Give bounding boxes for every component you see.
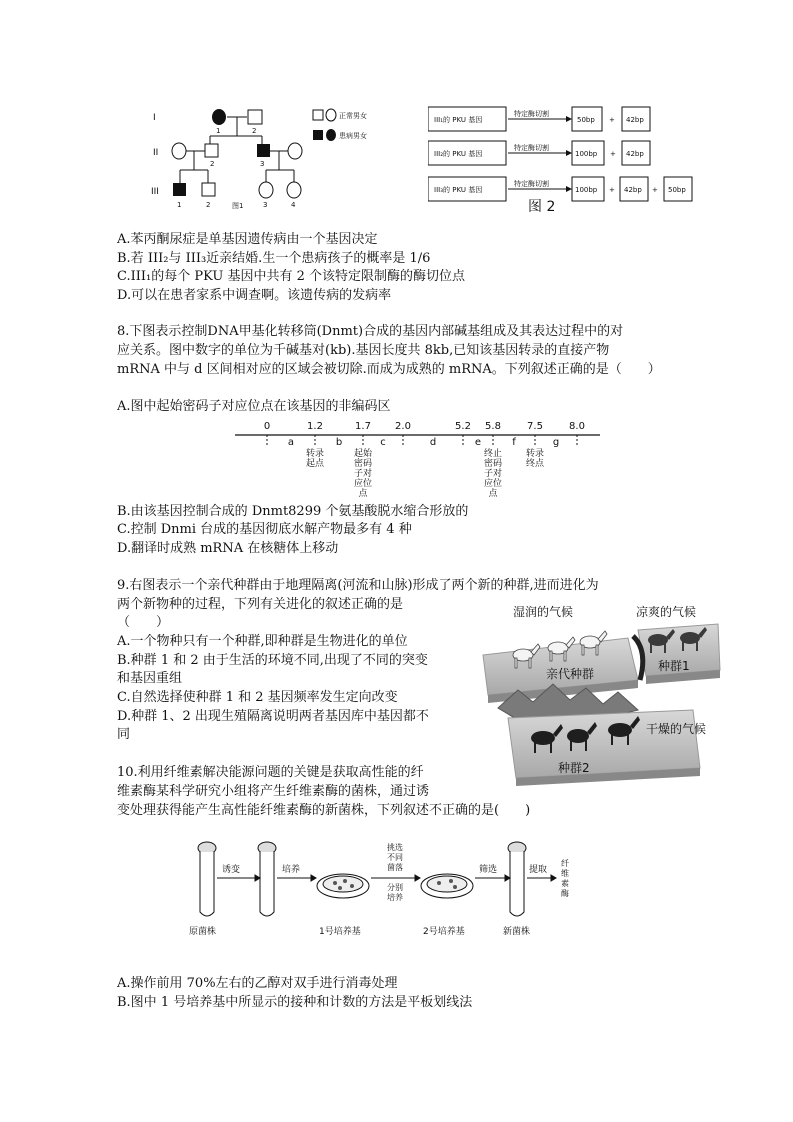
step-select-2: 不同 [387, 853, 403, 862]
gene-map-tick-label: 1.2 [307, 421, 323, 432]
pedigree-III4-normal-female [287, 182, 301, 198]
legend-normal-male [313, 110, 323, 120]
label-medium1: 1号培养基 [319, 927, 361, 937]
q8-option-d: D.翻译时成熟 mRNA 在核糖体上移动 [117, 541, 339, 556]
step-mutagen: 诱变 [222, 865, 241, 875]
generation-III-label: III [151, 187, 159, 197]
gene-map-site-label: 转录 [305, 449, 325, 459]
label-population1: 种群1 [658, 659, 690, 673]
pedigree-II2-normal-male [205, 144, 218, 157]
legend-affected-female [326, 129, 336, 141]
mutated-strain-tube-icon [260, 852, 274, 916]
row3-frag2: 42bp [624, 186, 642, 194]
q7-option-b: B.若 III₂与 III₃近亲结婚.生一个患病孩子的概率是 1/6 [117, 251, 431, 266]
num-III1: 1 [177, 201, 182, 209]
num-III2: 2 [206, 201, 211, 209]
gene-map-site-label: 终点 [525, 459, 545, 469]
pedigree-I1-affected-female [212, 109, 226, 125]
pedigree-II4-normal-female [288, 143, 302, 159]
row3-plus2: + [652, 186, 658, 194]
step-screen: 筛选 [479, 865, 498, 875]
q10-stem-line3: 变处理获得能产生高性能纤维素酶的新菌株，下列叙述不正确的是( ) [117, 803, 531, 818]
step-select-4: 分别 [387, 883, 403, 892]
gene-map-site-label: 应位 [353, 479, 373, 489]
q10-stem-line2: 维素酶某科学研究小组将产生纤维素酶的菌株，通过诱 [117, 784, 430, 799]
step-extract: 提取 [529, 865, 548, 875]
legend-affected-label: 患病男女 [339, 132, 367, 140]
q10-stem-line1: 10.利用纤维素解决能源问题的关键是获取高性能的纤 [117, 765, 424, 780]
num-II2: 2 [210, 160, 215, 168]
pedigree-III2-normal-male [202, 183, 215, 196]
q8-stem-line2: 应关系。图中数字的单位为千碱基对(kb).基因长度共 8kb,已知该基因转录的直接产物 [117, 343, 610, 358]
row2-frag1: 100bp [575, 150, 598, 158]
gene-map-tick-label: 8.0 [569, 421, 585, 432]
gene-map-segment-label: f [512, 437, 516, 448]
q9-stem-line2: 两个新物种的过程，下列有关进化的叙述正确的是 [117, 597, 404, 612]
q8-stem-line3: mRNA 中与 d 区间相对应的区域会被切除.而成为成熟的 mRNA。下列叙述正确的是（ ） [117, 362, 661, 377]
pedigree-II1-normal-female [172, 143, 186, 159]
gene-map-segment-label: d [429, 437, 437, 448]
row2-enzyme: 特定酶切割 [514, 144, 549, 152]
label-humid-climate: 湿润的气候 [513, 605, 574, 619]
gene-map-site-label: 转录 [525, 449, 545, 459]
q9-stem-line1: 9.右图表示一个亲代种群由于地理隔离(河流和山脉)形成了两个新的种群,进而进化为 [117, 578, 599, 593]
gene-map-segment-label: c [380, 437, 386, 448]
gene-map-tick-label: 5.8 [485, 421, 501, 432]
row1-frag1: 50bp [577, 116, 595, 124]
label-new-strain: 新菌株 [503, 927, 531, 937]
speciation-figure [478, 600, 723, 795]
gene-map-site-label: 密码 [353, 459, 373, 469]
gene-map-tick-label: 5.2 [455, 421, 471, 432]
gene-map-site-label: 点 [358, 489, 368, 499]
num-III4: 4 [291, 201, 296, 209]
gene-map-site-label: 点 [488, 489, 498, 499]
q7-option-c: C.III₁的每个 PKU 基因中共有 2 个该特定限制酶的酶切位点 [117, 269, 465, 284]
q8-stem-line1: 8.下图表示控制DNA甲基化转移筒(Dnmt)合成的基因内部碱基组成及其表达过程中的对 [117, 324, 624, 339]
original-strain-tube-icon [200, 852, 214, 916]
legend-normal-female [326, 109, 336, 121]
gene-map-segment-label: b [335, 437, 343, 448]
num-I1: 1 [216, 127, 221, 135]
gene-map-tick-label: 0 [263, 421, 271, 432]
label-dry-climate: 干燥的气候 [646, 722, 707, 736]
gene-map-site-label: 子对 [353, 469, 373, 479]
gene-map-site-label: 起点 [305, 459, 325, 469]
gene-map-tick-label: 1.7 [355, 421, 371, 432]
gene-map-site-label: 终止 [483, 449, 503, 459]
gene-map-figure [235, 418, 605, 500]
row3-frag3: 50bp [668, 186, 686, 194]
gene-map-segment-label: g [552, 437, 560, 448]
label-original-strain: 原菌株 [189, 927, 217, 937]
gene-map-site-label: 密码 [483, 459, 503, 469]
gene-map-segment-label: a [287, 437, 295, 448]
pedigree-I2-normal-male [248, 110, 262, 124]
step-select-3: 菌落 [387, 863, 403, 872]
enzyme-char-4: 酶 [561, 889, 569, 898]
q9-option-a: A.一个物种只有一个种群,即种群是生物进化的单位 [117, 634, 408, 649]
q10-option-a: A.操作前用 70%左右的乙醇对双手进行消毒处理 [117, 976, 398, 991]
q9-option-b-line1: B.种群 1 和 2 由于生活的环境不同,出现了不同的突变 [117, 653, 428, 668]
legend-affected-male [313, 130, 323, 140]
gene-map-tick-label: 2.0 [395, 421, 411, 432]
q10-option-b: B.图中 1 号培养基中所显示的接种和计数的方法是平板划线法 [117, 995, 473, 1010]
generation-I-label: I [153, 113, 156, 123]
q7-option-d: D.可以在患者家系中调查啊。该遗传病的发病率 [117, 288, 392, 303]
label-population2: 种群2 [558, 761, 590, 775]
num-II3: 3 [260, 160, 265, 168]
population2-platform [508, 710, 700, 778]
row1-frag2: 42bp [626, 116, 644, 124]
num-I2: 2 [252, 127, 257, 135]
row3-plus1: + [609, 186, 615, 194]
q8-option-b: B.由该基因控制合成的 Dnmt8299 个氨基酸脱水缩合形放的 [117, 504, 469, 519]
enzyme-char-2: 维 [561, 869, 569, 878]
pku-digest-figure [428, 105, 698, 215]
gene-map-tick-label: 7.5 [527, 421, 543, 432]
step-select-5: 培养 [387, 893, 403, 902]
row2-plus: + [610, 150, 616, 158]
q9-stem-line3: （ ） [117, 615, 170, 630]
row3-gene: III₃的 PKU 基因 [434, 186, 483, 194]
new-strain-tube-icon [510, 852, 524, 916]
label-cool-climate: 凉爽的气候 [636, 605, 697, 619]
q9-option-d-line1: D.种群 1、2 出现生殖隔离说明两者基因库中基因都不 [117, 709, 429, 724]
row2-frag2: 42bp [626, 150, 644, 158]
gene-map-site-label: 起始 [353, 449, 373, 459]
q8-option-a: A.图中起始密码子对应位点在该基因的非编码区 [117, 399, 391, 414]
legend-normal-label: 正常男女 [339, 112, 367, 120]
generation-II-label: II [153, 148, 159, 158]
gene-map-site-label: 应位 [483, 479, 503, 489]
pedigree-III3-normal-female [259, 182, 273, 198]
q9-option-d-line2: 同 [117, 727, 131, 742]
row1-enzyme: 特定酶切割 [514, 110, 549, 118]
enzyme-char-1: 纤 [561, 859, 569, 868]
gene-map-site-label: 子对 [483, 469, 503, 479]
fig1-caption: 图1 [232, 202, 244, 210]
q7-option-a: A.苯丙酮尿症是单基因遗传病由一个基因决定 [117, 232, 378, 247]
label-parent-population: 亲代种群 [546, 667, 595, 681]
row3-enzyme: 特定酶切割 [514, 180, 549, 188]
row1-plus: + [609, 116, 615, 124]
row1-gene: III₁的 PKU 基因 [434, 116, 483, 124]
step-select-1: 挑选 [387, 843, 403, 852]
fig2-caption: 图 2 [528, 199, 556, 215]
q8-option-c: C.控制 Dnmi 台成的基因彻底水解产物最多有 4 种 [117, 522, 412, 537]
gene-map-segment-label: e [474, 437, 482, 448]
pedigree-II3-affected-male [257, 144, 270, 157]
pedigree-figure [150, 100, 390, 215]
pedigree-III1-affected-male [173, 183, 186, 196]
row2-gene: III₂的 PKU 基因 [434, 150, 483, 158]
step-culture: 培养 [282, 865, 301, 875]
label-medium2: 2号培养基 [423, 927, 465, 937]
enzyme-char-3: 素 [561, 879, 569, 888]
q9-option-c: C.自然选择使种群 1 和 2 基因频率发生定向改变 [117, 690, 398, 705]
q9-option-b-line2: 和基因重组 [117, 671, 183, 686]
row3-frag1: 100bp [575, 186, 598, 194]
mutagenesis-process-figure [185, 838, 585, 938]
num-III3: 3 [263, 201, 268, 209]
